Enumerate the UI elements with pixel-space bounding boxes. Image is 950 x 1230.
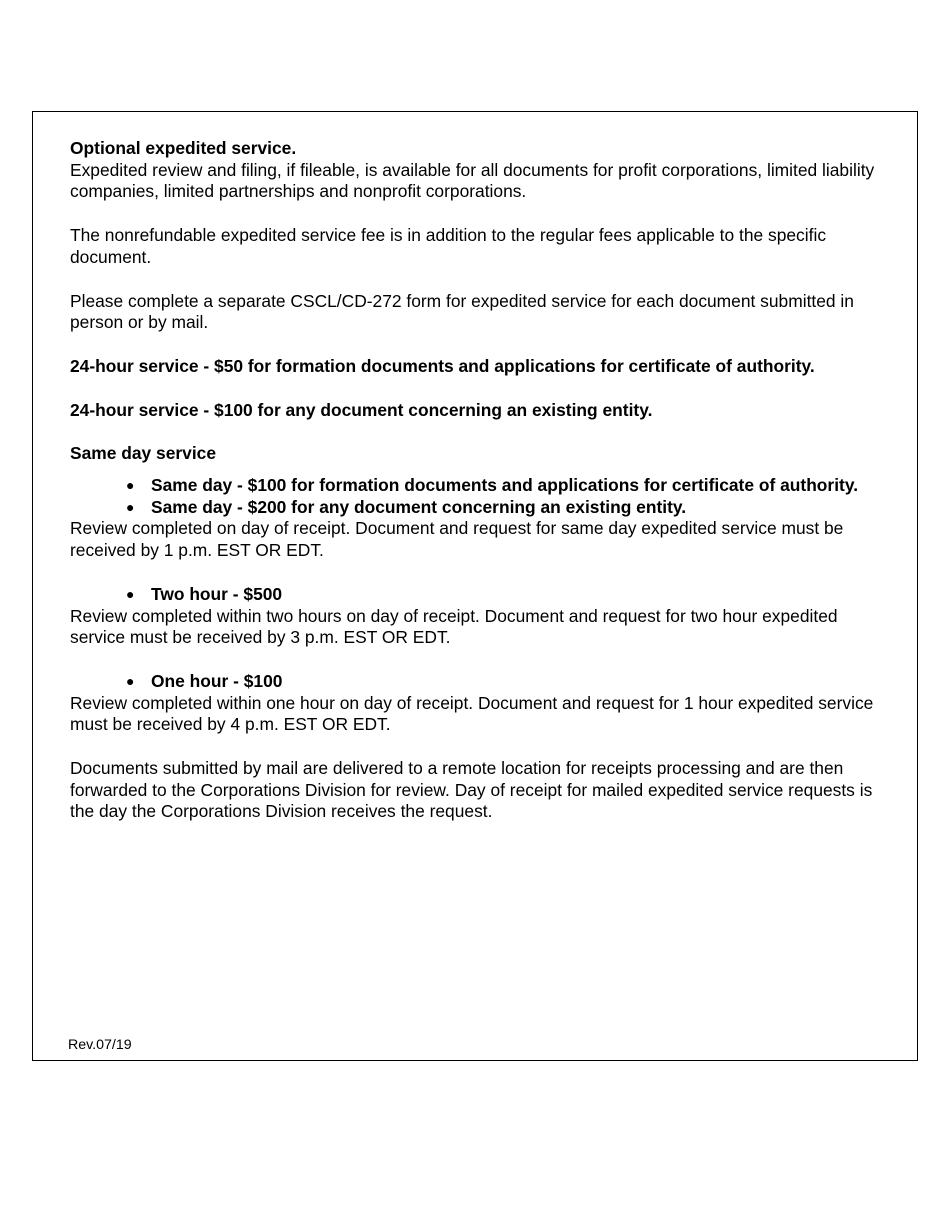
same-day-description: Review completed on day of receipt. Document and request for same day expedited service must be received by 1 p.m. EST OR EDT. bbox=[70, 518, 844, 561]
bullet-icon: ● bbox=[126, 477, 135, 494]
section-heading: Optional expedited service. bbox=[70, 138, 297, 158]
bullet-icon: ● bbox=[126, 585, 135, 602]
form-note-paragraph: Please complete a separate CSCL/CD-272 form for expedited service for each document submitted in person or by mail. bbox=[70, 290, 854, 333]
two-hour-item: Two hour - $500 bbox=[151, 583, 283, 604]
revision-label: Rev.07/19 bbox=[68, 1037, 132, 1053]
document-body bbox=[70, 138, 890, 823]
fee-note-paragraph: The nonrefundable expedited service fee is in addition to the regular fees applicable to the specific document. bbox=[70, 225, 827, 267]
same-day-heading: Same day service bbox=[70, 443, 216, 464]
list-item bbox=[126, 497, 890, 519]
same-day-existing-item: Same day - $200 for any document concerning an existing entity. bbox=[151, 496, 687, 517]
bullet-icon: ● bbox=[126, 498, 135, 515]
service-24-existing: 24-hour service - $100 for any document concerning an existing entity. bbox=[70, 399, 653, 420]
bullet-icon: ● bbox=[126, 672, 135, 689]
two-hour-description: Review completed within two hours on day of receipt. Document and request for two hour expedited service must be received by 3 p.m. EST OR EDT. bbox=[70, 605, 838, 648]
list-item bbox=[126, 475, 890, 497]
list-item bbox=[126, 584, 890, 606]
one-hour-item: One hour - $100 bbox=[151, 670, 283, 691]
same-day-formation-item: Same day - $100 for formation documents and applications for certificate of authority. bbox=[151, 475, 859, 496]
mail-note-paragraph: Documents submitted by mail are delivered to a remote location for receipts processing and are then forwarded to the Corporations Division for review. Day of receipt for mailed expedited service requests is the day the Corporations Division receives the request. bbox=[70, 758, 873, 822]
intro-paragraph: Expedited review and filing, if fileable, is available for all documents for profit corporations, limited liability companies, limited partnerships and nonprofit corporations. bbox=[70, 159, 875, 202]
list-item bbox=[126, 671, 890, 693]
one-hour-description: Review completed within one hour on day of receipt. Document and request for 1 hour expedited service must be received by 4 p.m. EST OR EDT. bbox=[70, 692, 874, 735]
service-24-formation: 24-hour service - $50 for formation documents and applications for certificate of authority. bbox=[70, 355, 815, 376]
